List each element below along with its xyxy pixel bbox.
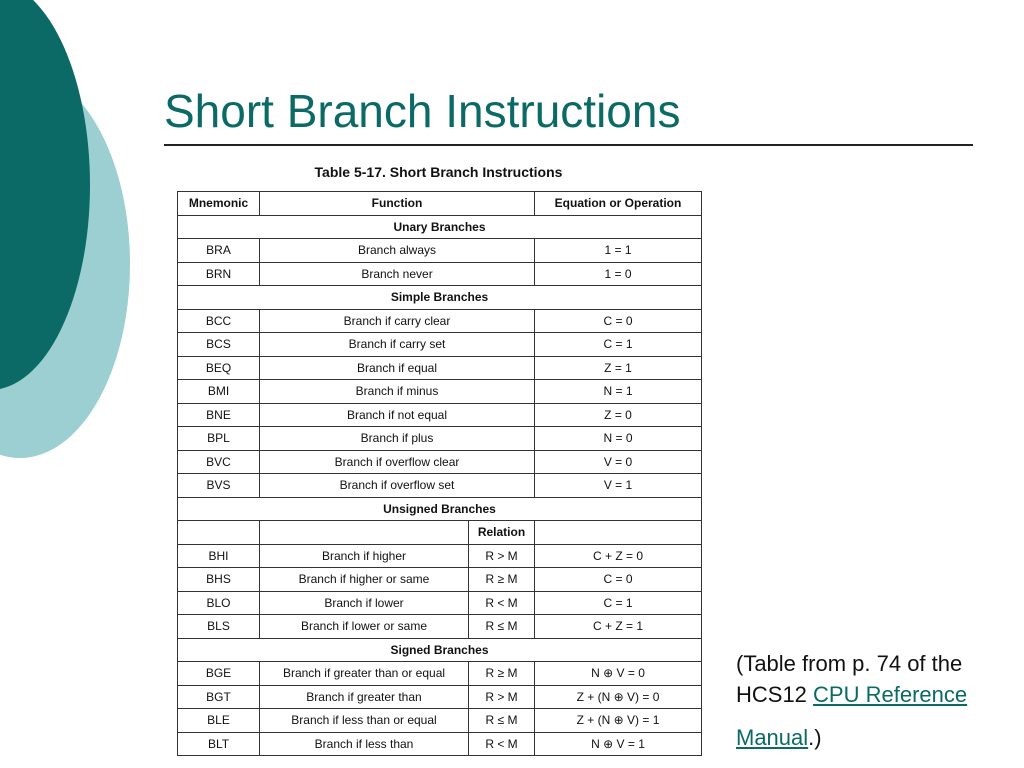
cell-function: Branch never: [260, 262, 535, 286]
cell-function: Branch if overflow set: [260, 474, 535, 498]
table-caption: Table 5-17. Short Branch Instructions: [314, 164, 563, 180]
cell-function: Branch if equal: [260, 356, 535, 380]
cell-function: Branch if minus: [260, 380, 535, 404]
table-row: [178, 262, 702, 286]
table-row: [178, 685, 702, 709]
table-row: [178, 427, 702, 451]
cell-relation: R < M: [469, 591, 535, 615]
section-row-unary: [178, 215, 702, 239]
cell-equation: C = 1: [535, 591, 702, 615]
cell-relation: R ≥ M: [469, 568, 535, 592]
cell-function: Branch if less than or equal: [260, 709, 469, 733]
cell-equation: Z + (N ⊕ V) = 0: [535, 685, 702, 709]
cell-equation: Z = 0: [535, 403, 702, 427]
cell-equation: N = 1: [535, 380, 702, 404]
table-row: [178, 709, 702, 733]
section-title-simple: Simple Branches: [178, 286, 702, 310]
cell-equation: C + Z = 1: [535, 615, 702, 639]
cell-function: Branch if carry set: [260, 333, 535, 357]
table-row: [178, 356, 702, 380]
cell-function: Branch if not equal: [260, 403, 535, 427]
table-row: [178, 380, 702, 404]
table-row: [178, 615, 702, 639]
table-row: [178, 732, 702, 756]
cell-mnemonic: BHS: [178, 568, 260, 592]
cell-function: Branch if carry clear: [260, 309, 535, 333]
cell-relation: R ≤ M: [469, 709, 535, 733]
cell-mnemonic: BPL: [178, 427, 260, 451]
table-row: [178, 333, 702, 357]
cell-equation: 1 = 0: [535, 262, 702, 286]
table-body: [178, 215, 702, 756]
section-row-signed: [178, 638, 702, 662]
cell-equation: C = 1: [535, 333, 702, 357]
header-mnemonic: Mnemonic: [178, 192, 260, 216]
cell-mnemonic: BCC: [178, 309, 260, 333]
table-row: [178, 309, 702, 333]
cell-function: Branch if less than: [260, 732, 469, 756]
title-underline: [164, 144, 973, 146]
cell-mnemonic: BLO: [178, 591, 260, 615]
empty-cell: [535, 521, 702, 545]
cell-function: Branch if greater than or equal: [260, 662, 469, 686]
cell-mnemonic: BHI: [178, 544, 260, 568]
table-header-row: [178, 192, 702, 216]
cell-equation: Z + (N ⊕ V) = 1: [535, 709, 702, 733]
cell-mnemonic: BLE: [178, 709, 260, 733]
manual-link[interactable]: Manual: [736, 725, 809, 750]
cell-mnemonic: BMI: [178, 380, 260, 404]
table-row: [178, 544, 702, 568]
cell-mnemonic: BGE: [178, 662, 260, 686]
cell-equation: C = 0: [535, 309, 702, 333]
cell-equation: 1 = 1: [535, 239, 702, 263]
table-row: [178, 591, 702, 615]
empty-cell: [260, 521, 469, 545]
cell-equation: Z = 1: [535, 356, 702, 380]
cell-relation: R > M: [469, 544, 535, 568]
cell-equation: N = 0: [535, 427, 702, 451]
table-row: [178, 568, 702, 592]
table-row: [178, 662, 702, 686]
header-relation: Relation: [469, 521, 535, 545]
cell-mnemonic: BCS: [178, 333, 260, 357]
cell-mnemonic: BVC: [178, 450, 260, 474]
cell-function: Branch always: [260, 239, 535, 263]
cell-mnemonic: BRN: [178, 262, 260, 286]
table-row: [178, 450, 702, 474]
cell-function: Branch if plus: [260, 427, 535, 451]
header-function: Function: [260, 192, 535, 216]
cell-function: Branch if higher: [260, 544, 469, 568]
section-row-simple: [178, 286, 702, 310]
cell-equation: C + Z = 0: [535, 544, 702, 568]
section-title-unsigned: Unsigned Branches: [178, 497, 702, 521]
cell-relation: R > M: [469, 685, 535, 709]
cell-mnemonic: BGT: [178, 685, 260, 709]
cell-function: Branch if higher or same: [260, 568, 469, 592]
cell-equation: V = 1: [535, 474, 702, 498]
cell-relation: R ≥ M: [469, 662, 535, 686]
cell-function: Branch if lower: [260, 591, 469, 615]
cell-equation: N ⊕ V = 1: [535, 732, 702, 756]
cell-function: Branch if lower or same: [260, 615, 469, 639]
cell-mnemonic: BLT: [178, 732, 260, 756]
header-equation: Equation or Operation: [535, 192, 702, 216]
cell-relation: R < M: [469, 732, 535, 756]
cell-function: Branch if overflow clear: [260, 450, 535, 474]
cell-equation: C = 0: [535, 568, 702, 592]
empty-cell: [178, 521, 260, 545]
cell-mnemonic: BLS: [178, 615, 260, 639]
section-title-unary: Unary Branches: [178, 215, 702, 239]
cell-equation: N ⊕ V = 0: [535, 662, 702, 686]
cell-equation: V = 0: [535, 450, 702, 474]
branch-instructions-table: [177, 191, 702, 756]
cpu-reference-link[interactable]: CPU Reference: [813, 682, 968, 707]
cell-mnemonic: BNE: [178, 403, 260, 427]
cell-mnemonic: BRA: [178, 239, 260, 263]
table-row: [178, 239, 702, 263]
cell-mnemonic: BVS: [178, 474, 260, 498]
table-row: [178, 474, 702, 498]
section-row-unsigned: [178, 497, 702, 521]
note-prefix: (Table from p. 74 of the HCS12: [736, 651, 963, 707]
section-title-signed: Signed Branches: [178, 638, 702, 662]
note-suffix: .): [808, 725, 822, 750]
source-note: [736, 648, 1016, 753]
relation-header-row: [178, 521, 702, 545]
cell-function: Branch if greater than: [260, 685, 469, 709]
table-row: [178, 403, 702, 427]
cell-mnemonic: BEQ: [178, 356, 260, 380]
slide-title: Short Branch Instructions: [164, 85, 681, 137]
cell-relation: R ≤ M: [469, 615, 535, 639]
